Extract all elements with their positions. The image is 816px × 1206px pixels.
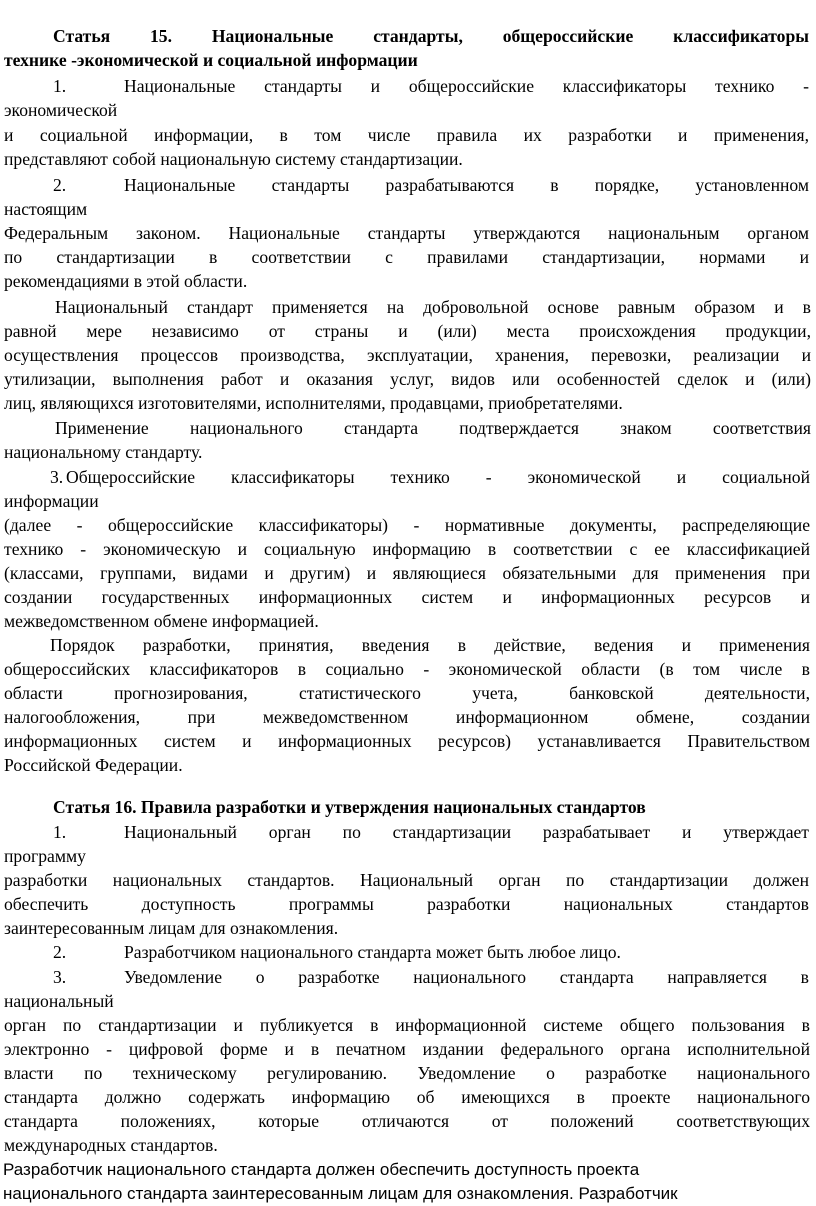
article-15-item-3-line-7: межведомственном обмене информацией. xyxy=(4,611,319,631)
procedure-para-line-5: информационных систем и информационных ресурсов) устанавливается Правительством xyxy=(4,731,810,751)
article-15-item-3-line-5: (классами, группами, видами и другим) и являющиеся обязательными для применения при xyxy=(4,563,810,583)
article-15-item-2-line-2: настоящим xyxy=(4,199,88,219)
article-15-title-line-1: Статья 15. Национальные стандарты, общероссийские классификаторы xyxy=(53,26,809,46)
article-15-item-3-line-3: (далее - общероссийские классификаторы) - нормативные документы, распределяющие xyxy=(4,515,810,535)
article-15-title-line-2: технике -экономической и социальной информации xyxy=(4,50,418,70)
article-16-item-3-number: 3. xyxy=(53,967,67,987)
voluntary-para-line-5: лиц, являющихся изготовителями, исполнителями, продавцами, приобретателями. xyxy=(4,393,623,413)
footer-line-1: Разработчик национального стандарта должен обеспечить доступность проекта xyxy=(3,1160,640,1179)
procedure-para-line-6: Российской Федерации. xyxy=(4,755,183,775)
mark-para-line-2: национальному стандарту. xyxy=(4,442,203,462)
article-16-item-1-line-3: разработки национальных стандартов. Национальный орган по стандартизации должен xyxy=(4,870,809,890)
voluntary-para-line-1: Национальный стандарт применяется на добровольной основе равным образом и в xyxy=(55,297,811,317)
article-15-item-3-number: 3. xyxy=(50,467,64,487)
article-16-item-3-line-7: стандарта положениях, которые отличаются от положений соответствующих xyxy=(4,1111,810,1131)
mark-para-line-1: Применение национального стандарта подтверждается знаком соответствия xyxy=(55,418,811,438)
footer-line-2: национального стандарта заинтересованным лицам для ознакомления. Разработчик xyxy=(3,1184,678,1203)
procedure-para-line-1: Порядок разработки, принятия, введения в действие, ведения и применения xyxy=(50,635,810,655)
article-15-item-3-line-1: Общероссийские классификаторы технико - экономической и социальной xyxy=(66,467,810,487)
voluntary-para-line-3: осуществления процессов производства, эксплуатации, хранения, перевозки, реализации и xyxy=(4,345,811,365)
voluntary-para-line-4: утилизации, выполнения работ и оказания услуг, видов или особенностей сделок и (или) xyxy=(4,369,811,389)
article-15-item-3-line-6: создании государственных информационных систем и информационных ресурсов и xyxy=(4,587,810,607)
article-16-item-1-line-2: программу xyxy=(4,846,86,866)
article-15-item-2-line-5: рекомендациями в этой области. xyxy=(4,271,248,291)
article-16-item-1-line-1: Национальный орган по стандартизации разрабатывает и утверждает xyxy=(124,822,809,842)
article-16-item-2-number: 2. xyxy=(53,942,67,962)
article-15-item-2-line-3: Федеральным законом. Национальные стандарты утверждаются национальным органом xyxy=(4,223,809,243)
article-16-item-1-line-4: обеспечить доступность программы разработки национальных стандартов xyxy=(4,894,809,914)
article-15-item-1-line-2: экономической xyxy=(4,100,118,120)
article-15-item-1-line-1: Национальные стандарты и общероссийские классификаторы технико - xyxy=(124,76,809,96)
article-16-item-1-number: 1. xyxy=(53,822,67,842)
article-16-title: Статья 16. Правила разработки и утверждения национальных стандартов xyxy=(53,797,646,817)
article-16-item-2-line-1: Разработчиком национального стандарта может быть любое лицо. xyxy=(124,942,621,962)
article-16-item-3-line-1: Уведомление о разработке национального стандарта направляется в xyxy=(124,967,809,987)
article-16-item-3-line-4: электронно - цифровой форме и в печатном издании федерального органа исполнительной xyxy=(4,1039,810,1059)
article-15-item-1-number: 1. xyxy=(53,76,67,96)
article-16-item-3-line-5: власти по техническому регулированию. Уведомление о разработке национального xyxy=(4,1063,810,1083)
procedure-para-line-2: общероссийских классификаторов в социально - экономической области (в том числе в xyxy=(4,659,810,679)
article-15-item-2-line-4: по стандартизации в соответствии с правилами стандартизации, нормами и xyxy=(4,247,809,267)
procedure-para-line-4: налогообложения, при межведомственном информационном обмене, создании xyxy=(4,707,810,727)
article-16-item-3-line-3: орган по стандартизации и публикуется в информационной системе общего пользования в xyxy=(4,1015,810,1035)
voluntary-para-line-2: равной мере независимо от страны и (или) места происхождения продукции, xyxy=(4,321,811,341)
article-15-item-1-line-3: и социальной информации, в том числе правила их разработки и применения, xyxy=(4,125,809,145)
procedure-para-line-3: области прогнозирования, статистического учета, банковской деятельности, xyxy=(4,683,810,703)
article-15-item-2-line-1: Национальные стандарты разрабатываются в порядке, установленном xyxy=(124,175,809,195)
article-15-item-2-number: 2. xyxy=(53,175,67,195)
article-16-item-3-line-2: национальный xyxy=(4,991,114,1011)
article-15-item-1-line-4: представляют собой национальную систему стандартизации. xyxy=(4,149,463,169)
article-15-item-3-line-2: информации xyxy=(4,491,99,511)
article-15-item-3-line-4: технико - экономическую и социальную информацию в соответствии с ее классификацией xyxy=(4,539,810,559)
article-16-item-3-line-6: стандарта должно содержать информацию об имеющихся в проекте национального xyxy=(4,1087,810,1107)
article-16-item-3-line-8: международных стандартов. xyxy=(4,1135,218,1155)
article-16-item-1-line-5: заинтересованным лицам для ознакомления. xyxy=(4,918,339,938)
